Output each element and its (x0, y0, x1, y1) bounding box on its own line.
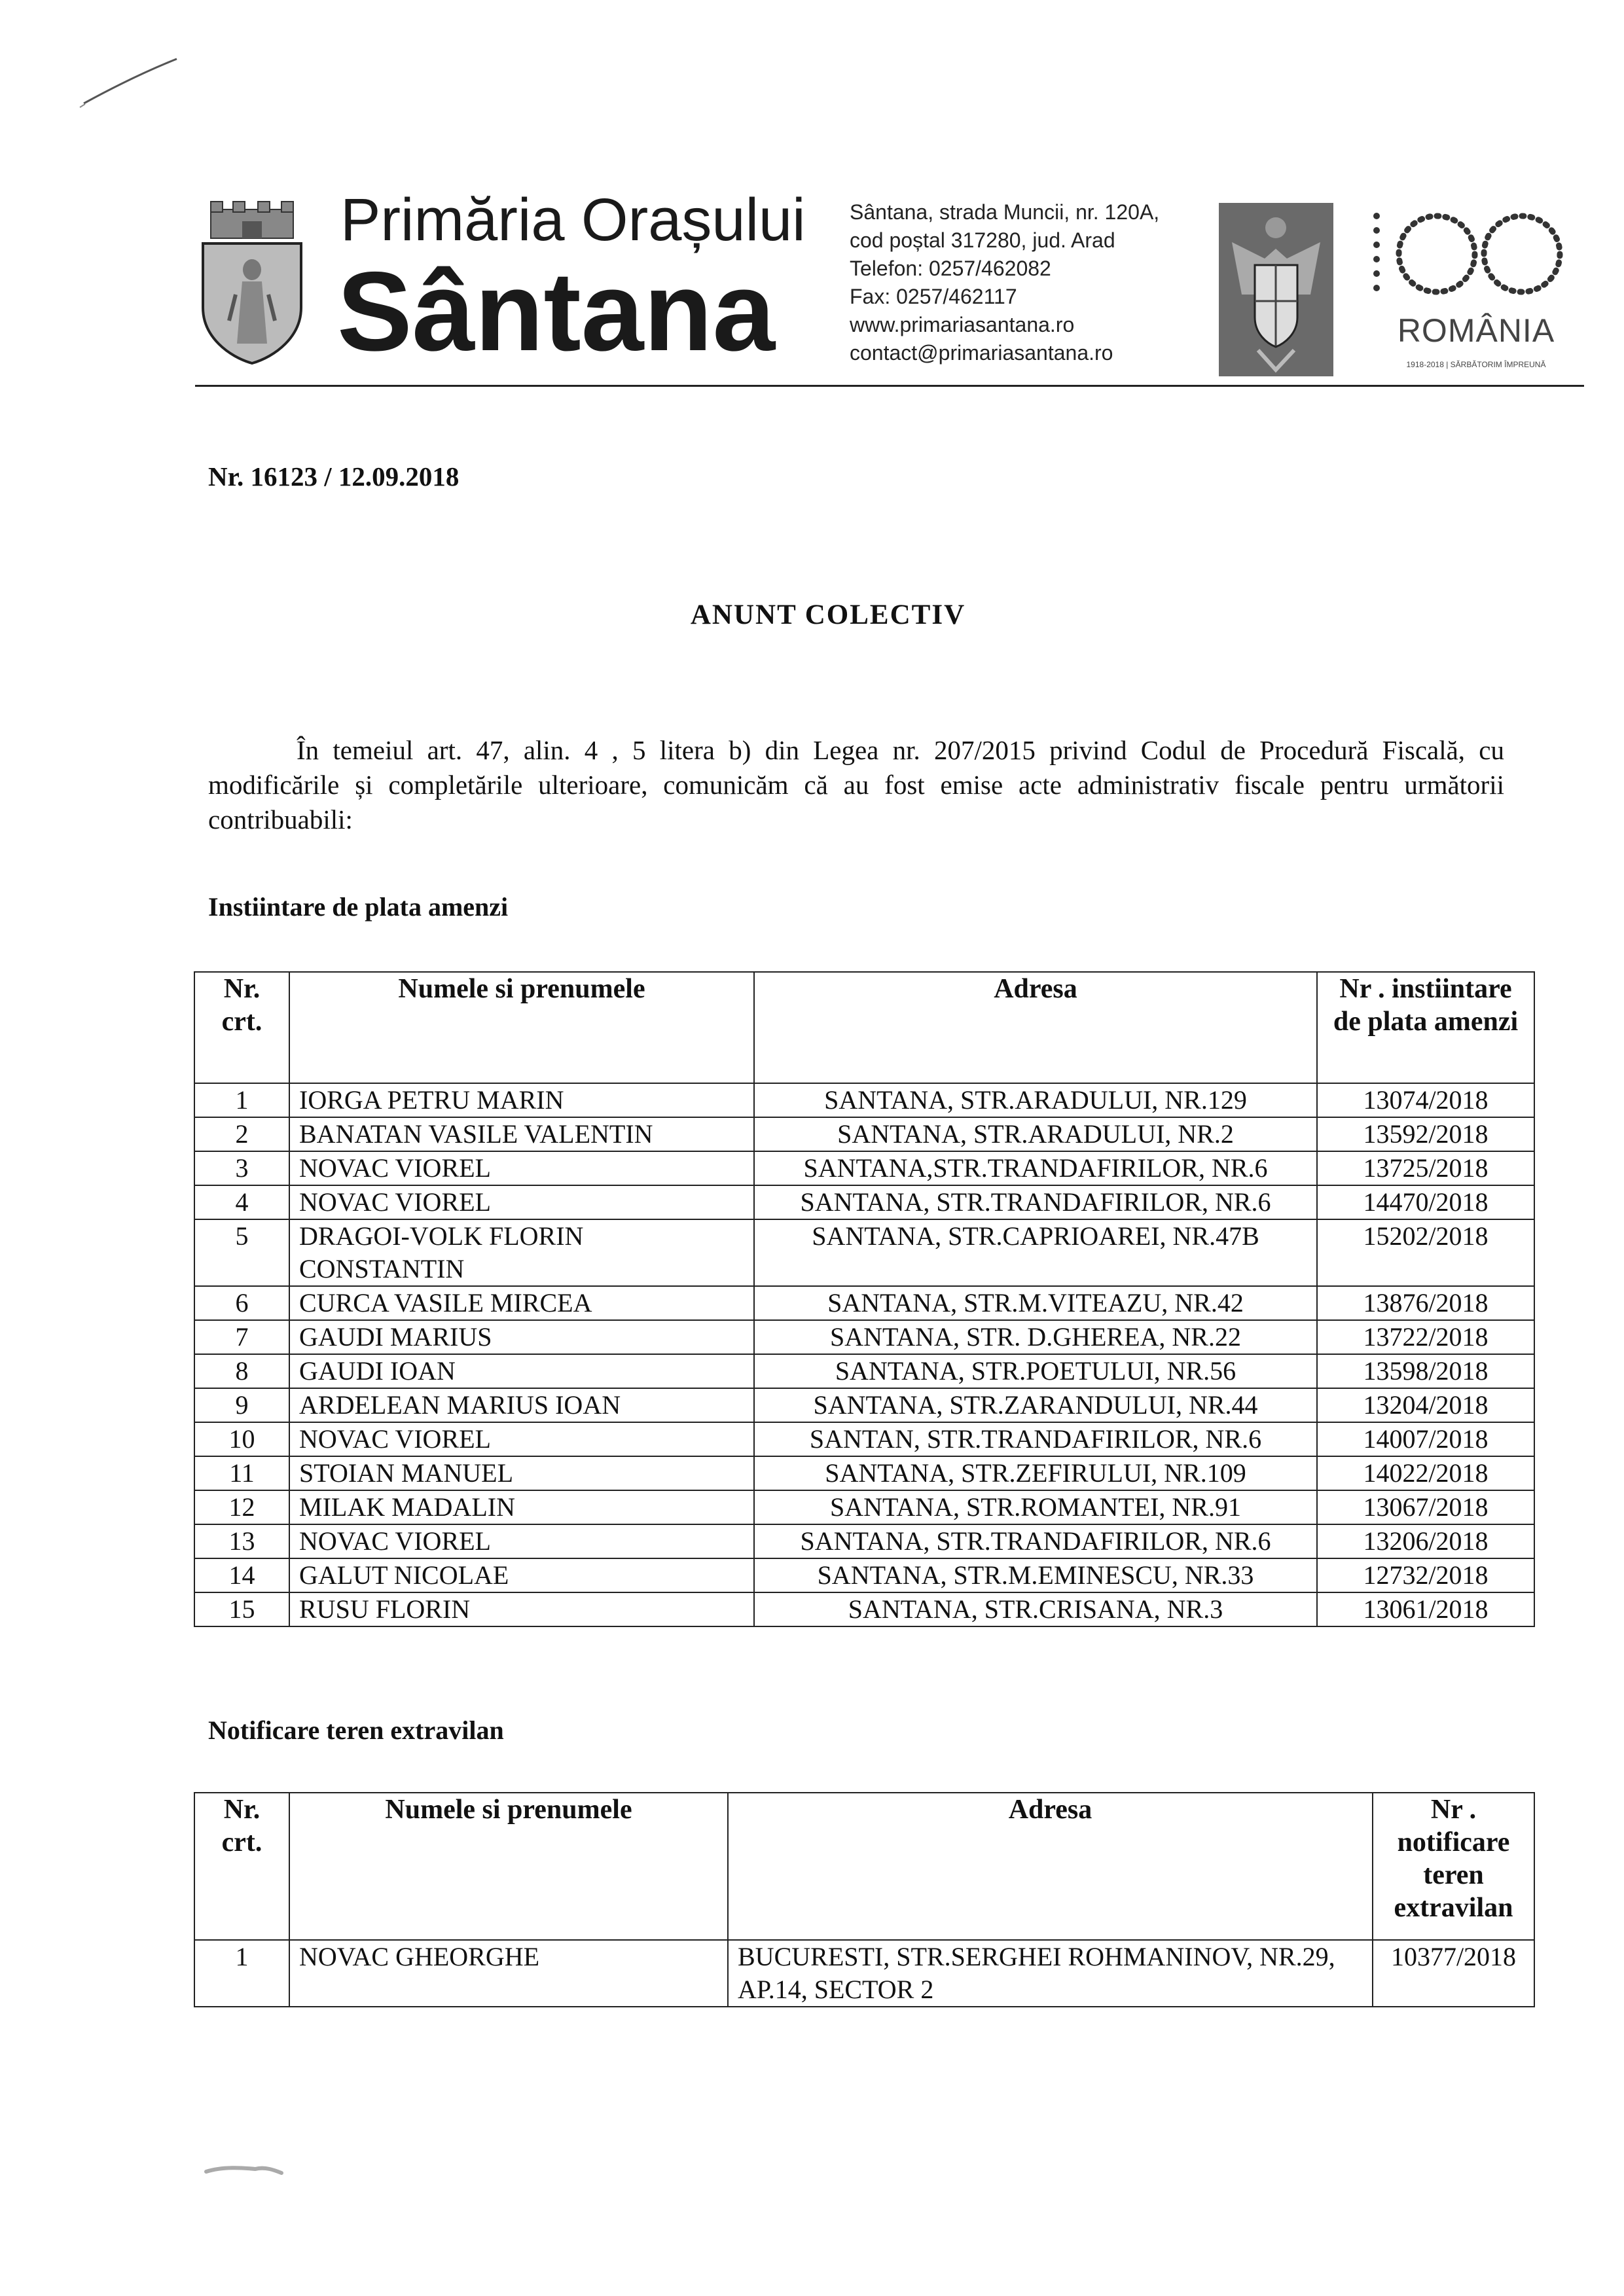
document-number-cell: 10377/2018 (1373, 1940, 1534, 2007)
col-header-address: Adresa (754, 972, 1317, 1083)
contact-website-line: www.primariasantana.ro (850, 313, 1075, 336)
city-name-heading: Sântana (337, 249, 776, 374)
name-cell: RUSU FLORIN (289, 1592, 754, 1626)
name-cell: NOVAC VIOREL (289, 1524, 754, 1558)
row-number-cell: 2 (194, 1117, 289, 1151)
name-cell: NOVAC VIOREL (289, 1151, 754, 1185)
name-cell: GALUT NICOLAE (289, 1558, 754, 1592)
document-number-cell: 13067/2018 (1317, 1490, 1534, 1524)
address-cell: SANTANA, STR.M.EMINESCU, NR.33 (754, 1558, 1317, 1592)
table-row (194, 1151, 1534, 1185)
row-number-cell: 15 (194, 1592, 289, 1626)
address-cell: BUCURESTI, STR.SERGHEI ROHMANINOV, NR.29, AP.14, SECTOR 2 (728, 1940, 1373, 2007)
row-number-cell: 6 (194, 1286, 289, 1320)
fines-table-body (194, 1083, 1534, 1626)
document-number-cell: 14470/2018 (1317, 1185, 1534, 1219)
address-cell: SANTANA, STR.ROMANTEI, NR.91 (754, 1490, 1317, 1524)
col-header-doc: Nr . notificare teren extravilan (1373, 1793, 1534, 1940)
name-cell: CURCA VASILE MIRCEA (289, 1286, 754, 1320)
name-cell: IORGA PETRU MARIN (289, 1083, 754, 1117)
city-hall-heading: Primăria Orașului (340, 187, 806, 253)
address-cell: SANTANA, STR.CRISANA, NR.3 (754, 1592, 1317, 1626)
col-header-address: Adresa (728, 1793, 1373, 1940)
row-number-cell: 3 (194, 1151, 289, 1185)
contact-fax-line: Fax: 0257/462117 (850, 285, 1017, 308)
document-number-cell: 13725/2018 (1317, 1151, 1534, 1185)
name-cell: BANATAN VASILE VALENTIN (289, 1117, 754, 1151)
table-row (194, 1524, 1534, 1558)
centenary-tagline: 1918-2018 | SĂRBĂTORIM ÎMPREUNĂ (1406, 360, 1546, 369)
row-number-cell: 11 (194, 1456, 289, 1490)
document-number-cell: 13206/2018 (1317, 1524, 1534, 1558)
table-row (194, 1354, 1534, 1388)
document-number-cell: 13598/2018 (1317, 1354, 1534, 1388)
pen-mark-icon (79, 52, 183, 111)
col-header-nr: Nr. crt. (194, 1793, 289, 1940)
intro-text: În temeiul art. 47, alin. 4 , 5 litera b) din Legea nr. 207/2015 privind Codul de Procedură Fiscală, cu modificările și completările ulterioare, comunicăm că au fost emise acte administrativ fiscale pentru următorii contribuabili: (208, 735, 1504, 834)
city-coat-of-arms-icon (196, 196, 308, 367)
document-number-cell: 13722/2018 (1317, 1320, 1534, 1354)
col-header-name: Numele si prenumele (289, 1793, 728, 1940)
contact-postal-line: cod poștal 317280, jud. Arad (850, 228, 1115, 252)
registration-number: Nr. 16123 / 12.09.2018 (208, 461, 460, 492)
name-cell: ARDELEAN MARIUS IOAN (289, 1388, 754, 1422)
row-number-cell: 4 (194, 1185, 289, 1219)
address-cell: SANTANA,STR.TRANDAFIRILOR, NR.6 (754, 1151, 1317, 1185)
table-header-row (194, 1793, 1534, 1940)
col-header-doc: Nr . instiintare de plata amenzi (1317, 972, 1534, 1083)
row-number-cell: 8 (194, 1354, 289, 1388)
row-number-cell: 14 (194, 1558, 289, 1592)
name-cell: NOVAC VIOREL (289, 1422, 754, 1456)
table-row (194, 1490, 1534, 1524)
header-divider (195, 385, 1584, 387)
table-row (194, 1592, 1534, 1626)
table-row (194, 1456, 1534, 1490)
document-number-cell: 14022/2018 (1317, 1456, 1534, 1490)
document-number-cell: 14007/2018 (1317, 1422, 1534, 1456)
centenary-100-logo-icon (1365, 203, 1581, 314)
address-cell: SANTANA, STR.TRANDAFIRILOR, NR.6 (754, 1524, 1317, 1558)
contact-email-line: contact@primariasantana.ro (850, 341, 1113, 365)
table-row (194, 1388, 1534, 1422)
address-cell: SANTANA, STR.TRANDAFIRILOR, NR.6 (754, 1185, 1317, 1219)
contact-address-line: Sântana, strada Muncii, nr. 120A, (850, 200, 1160, 224)
land-notification-table (194, 1792, 1535, 2007)
col-header-name: Numele si prenumele (289, 972, 754, 1083)
address-cell: SANTANA, STR.ZARANDULUI, NR.44 (754, 1388, 1317, 1422)
address-cell: SANTANA, STR.POETULUI, NR.56 (754, 1354, 1317, 1388)
table-row (194, 1117, 1534, 1151)
address-cell: SANTANA, STR.ARADULUI, NR.129 (754, 1083, 1317, 1117)
scan-smudge-icon (203, 2153, 288, 2186)
table-row (194, 1185, 1534, 1219)
document-number-cell: 13876/2018 (1317, 1286, 1534, 1320)
section-title-extravilan: Notificare teren extravilan (208, 1715, 504, 1745)
contact-phone-line: Telefon: 0257/462082 (850, 257, 1051, 280)
row-number-cell: 12 (194, 1490, 289, 1524)
name-cell: DRAGOI-VOLK FLORIN CONSTANTIN (289, 1219, 754, 1286)
intro-paragraph (208, 733, 1504, 837)
section-title-amenzi: Instiintare de plata amenzi (208, 892, 509, 922)
table-header-row (194, 972, 1534, 1083)
centenary-country-label: ROMÂNIA (1397, 312, 1555, 349)
name-cell: NOVAC VIOREL (289, 1185, 754, 1219)
address-cell: SANTANA, STR.ARADULUI, NR.2 (754, 1117, 1317, 1151)
table-row (194, 1558, 1534, 1592)
table-row (194, 1320, 1534, 1354)
row-number-cell: 7 (194, 1320, 289, 1354)
name-cell: STOIAN MANUEL (289, 1456, 754, 1490)
fines-table (194, 971, 1535, 1627)
table-row (194, 1083, 1534, 1117)
row-number-cell: 9 (194, 1388, 289, 1422)
row-number-cell: 1 (194, 1940, 289, 2007)
document-number-cell: 13204/2018 (1317, 1388, 1534, 1422)
name-cell: GAUDI IOAN (289, 1354, 754, 1388)
document-number-cell: 12732/2018 (1317, 1558, 1534, 1592)
table-row (194, 1422, 1534, 1456)
document-title: ANUNT COLECTIV (690, 600, 966, 630)
table-row (194, 1940, 1534, 2007)
address-cell: SANTAN, STR.TRANDAFIRILOR, NR.6 (754, 1422, 1317, 1456)
contact-block (850, 198, 1159, 367)
row-number-cell: 5 (194, 1219, 289, 1286)
address-cell: SANTANA, STR.M.VITEAZU, NR.42 (754, 1286, 1317, 1320)
row-number-cell: 10 (194, 1422, 289, 1456)
document-number-cell: 13592/2018 (1317, 1117, 1534, 1151)
name-cell: MILAK MADALIN (289, 1490, 754, 1524)
address-cell: SANTANA, STR.CAPRIOAREI, NR.47B (754, 1219, 1317, 1286)
row-number-cell: 13 (194, 1524, 289, 1558)
document-number-cell: 13074/2018 (1317, 1083, 1534, 1117)
document-number-cell: 13061/2018 (1317, 1592, 1534, 1626)
land-notification-table-body (194, 1940, 1534, 2007)
address-cell: SANTANA, STR.ZEFIRULUI, NR.109 (754, 1456, 1317, 1490)
name-cell: NOVAC GHEORGHE (289, 1940, 728, 2007)
document-number-cell: 15202/2018 (1317, 1219, 1534, 1286)
table-row (194, 1286, 1534, 1320)
table-row (194, 1219, 1534, 1286)
col-header-nr: Nr. crt. (194, 972, 289, 1083)
romania-coat-of-arms-icon (1219, 203, 1333, 376)
row-number-cell: 1 (194, 1083, 289, 1117)
address-cell: SANTANA, STR. D.GHEREA, NR.22 (754, 1320, 1317, 1354)
name-cell: GAUDI MARIUS (289, 1320, 754, 1354)
